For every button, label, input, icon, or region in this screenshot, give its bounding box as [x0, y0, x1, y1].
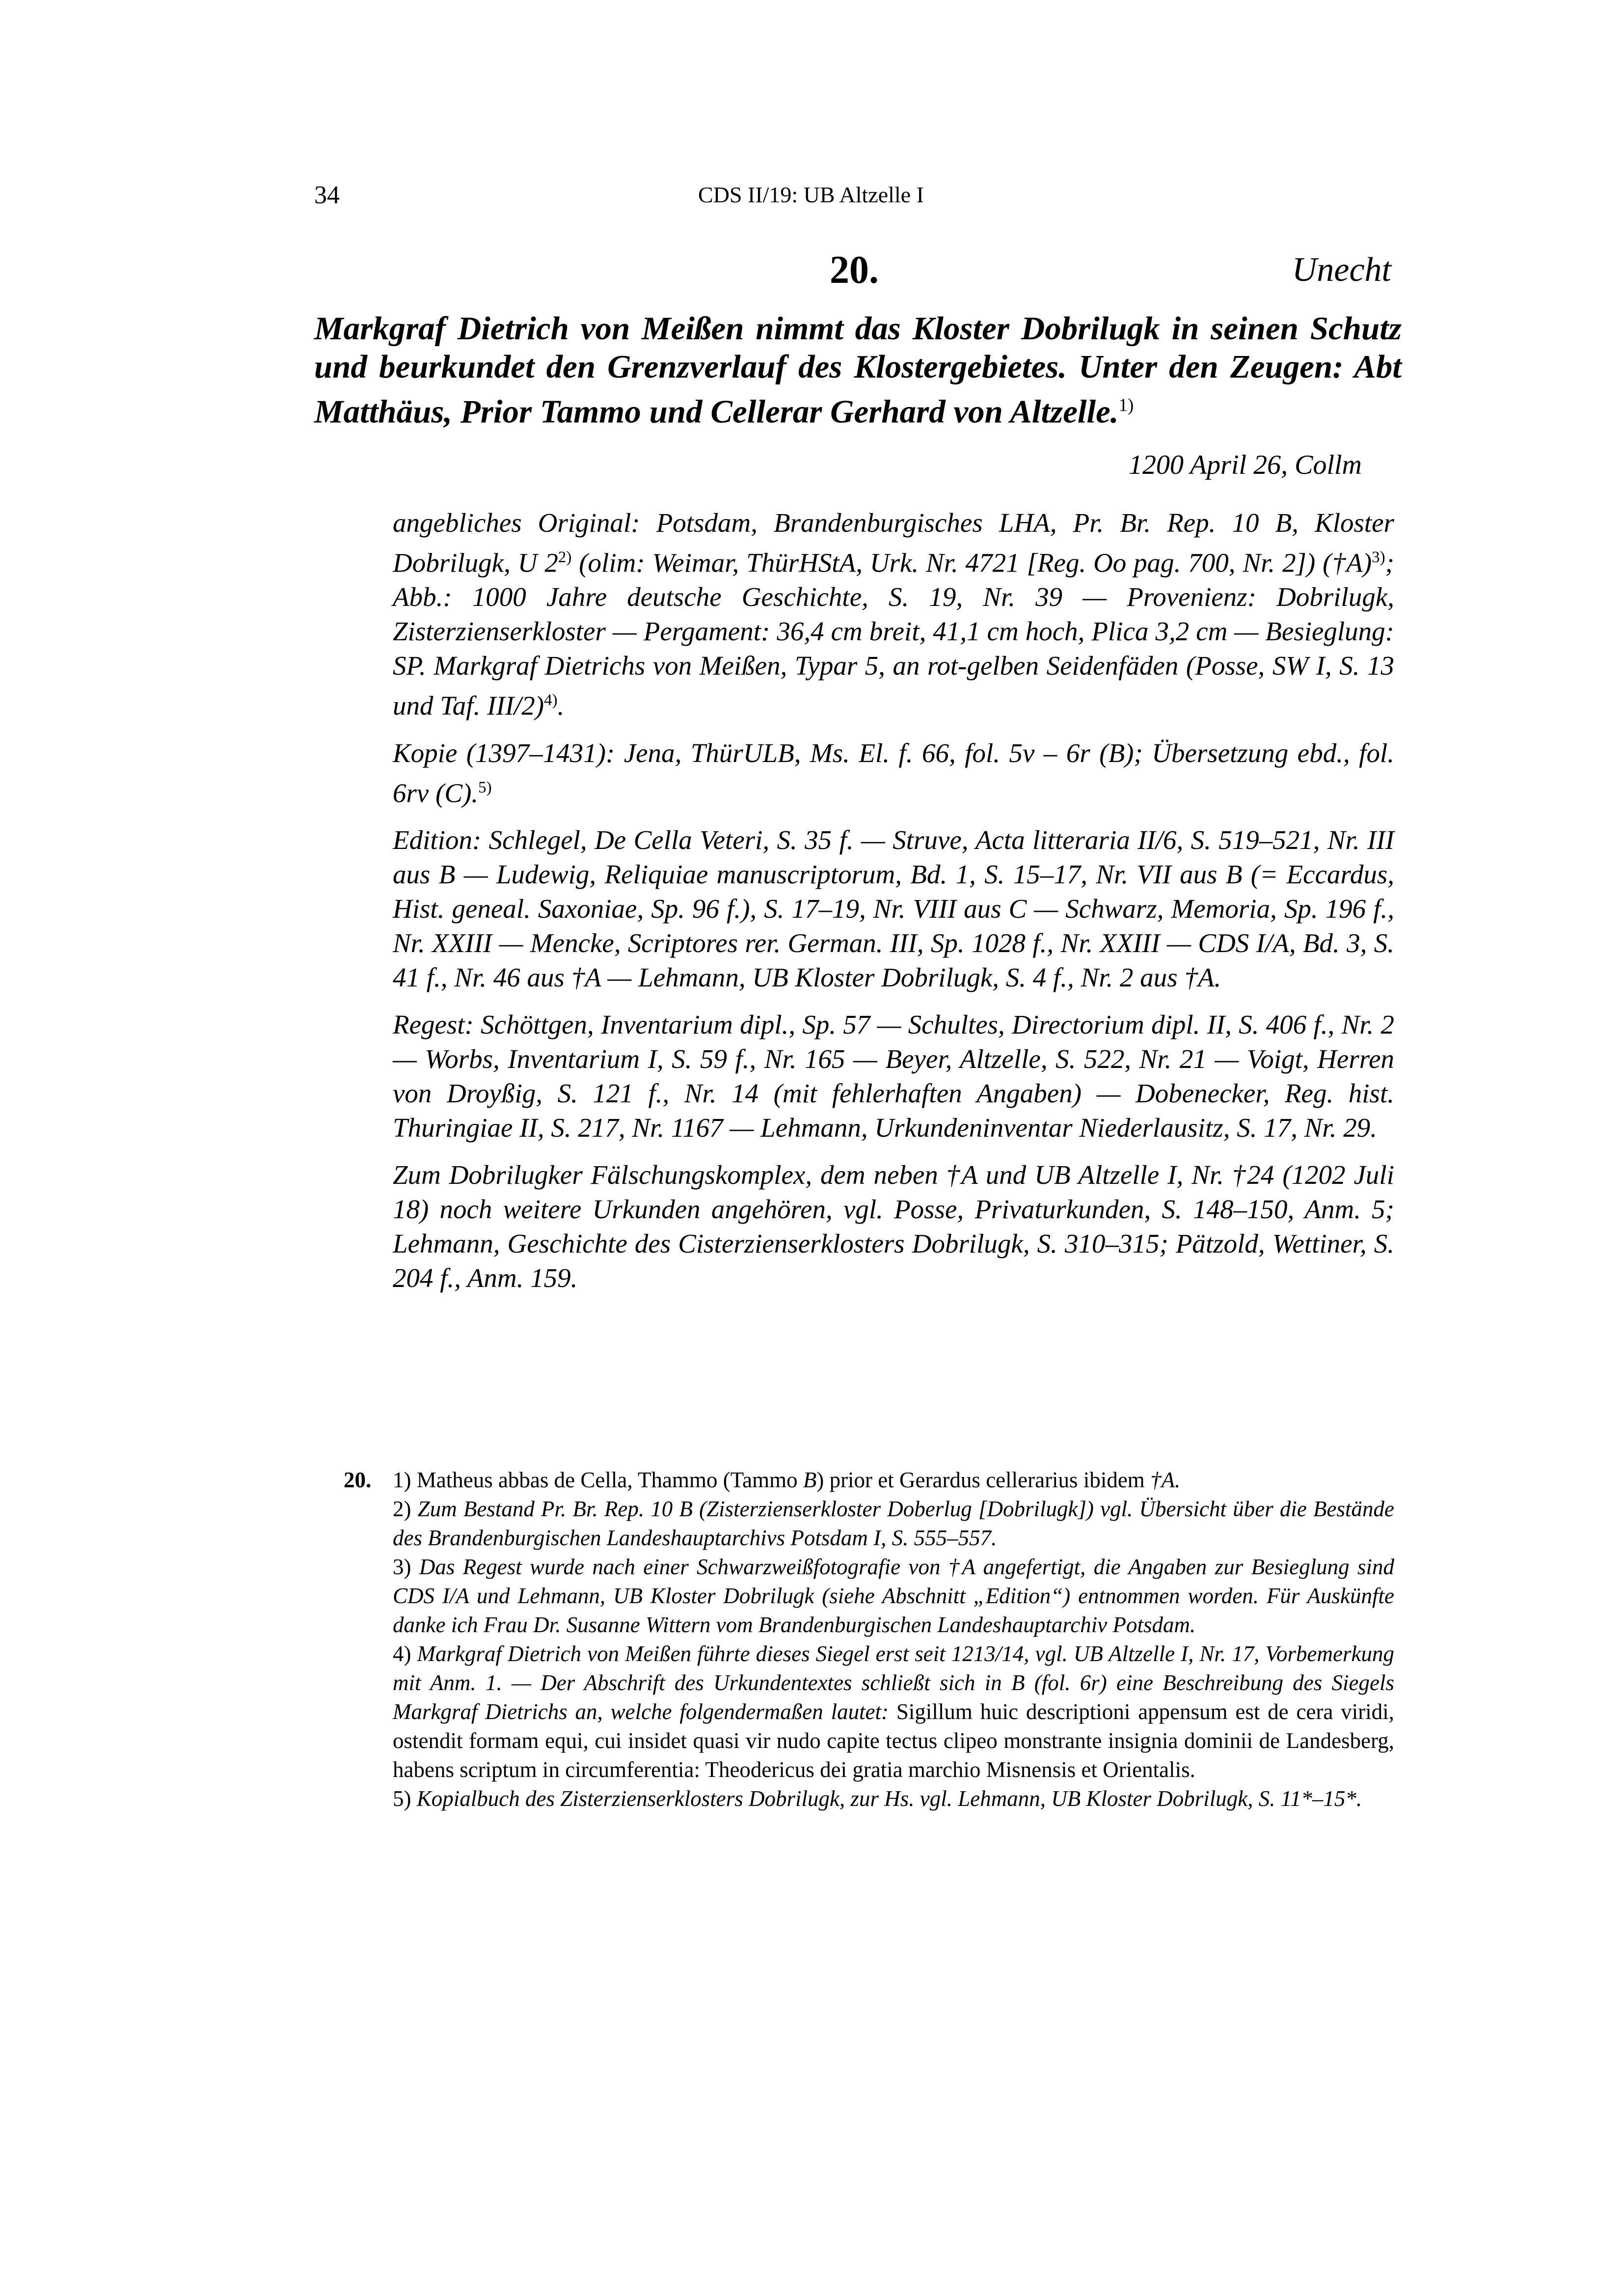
footnote-1	[393, 1466, 1394, 1495]
page-number: 34	[314, 181, 340, 209]
footnote-2-number: 2)	[393, 1497, 418, 1521]
footnote-ref-5: 5)	[478, 778, 492, 796]
footnote-ref-2: 2)	[558, 548, 572, 566]
footnotes-doc-ref: 20.	[344, 1468, 372, 1492]
footnote-ref-4: 4)	[544, 691, 558, 710]
footnote-5-number: 5)	[393, 1786, 417, 1811]
footnote-3-number: 3)	[393, 1555, 419, 1579]
source-entries	[393, 506, 1394, 1308]
title-footnote-ref: 1)	[1118, 395, 1134, 415]
entry-kopie-text: Kopie (1397–1431): Jena, ThürULB, Ms. El. f. 66, fol. 5v – 6r (B); Übersetzung ebd., fol. 6rv (C).	[393, 738, 1394, 808]
entry-original	[393, 506, 1394, 723]
footnote-4	[393, 1640, 1394, 1784]
footnote-1-text: 1) Matheus abbas de Cella, Thammo (Tammo	[393, 1468, 803, 1492]
entry-kopie	[393, 736, 1394, 810]
running-title: CDS II/19: UB Altzelle I	[698, 182, 924, 207]
date-place: 1200 April 26, Collm	[1128, 450, 1362, 480]
entry-original-text: .	[557, 690, 565, 721]
footnote-4-quote: Sigillum huic descriptioni appensum est de cera viridi, ostendit formam equi, cui insidet quasi vir nudo capite tectus clipeo monstrante insignia dominii de Landesberg, habens scriptum in circumferentia: Theodericus dei gratia marchio Misnensis et Orientalis.	[393, 1699, 1394, 1782]
title-text: Markgraf Dietrich von Meißen nimmt das Kloster Dobrilugk in seinen Schutz und beurkundet den Grenzverlauf des Klostergebietes. Unter den Zeugen: Abt Matthäus, Prior Tammo und Cellerar Gerhard von Altzelle.	[314, 310, 1402, 430]
footnote-2	[393, 1495, 1394, 1553]
entry-komplex: Zum Dobrilugker Fälschungskomplex, dem neben †A und UB Altzelle I, Nr. †24 (1202 Juli 18) noch weitere Urkunden angehören, vgl. Posse, Privaturkunden, S. 148–150, Anm. 5; Lehmann, Geschichte des Cisterzienserklosters Dobrilugk, S. 310–315; Pätzold, Wettiner, S. 204 f., Anm. 159.	[393, 1159, 1394, 1293]
footnote-3-text: Das Regest wurde nach einer Schwarzweißfotografie von †A angefertigt, die Angaben zur Besieglung sind CDS I/A und Lehmann, UB Kloster Dobrilugk (siehe Abschnitt „Edition“) entnommen worden. Für Auskünfte danke ich Frau Dr. Susanne Wittern vom Brandenburgischen Landeshauptarchiv Potsdam.	[393, 1555, 1394, 1637]
footnote-4-number: 4)	[393, 1641, 417, 1666]
footnote-ref-3: 3)	[1372, 548, 1385, 566]
entry-original-text: angebliches Original: Potsdam, Brandenburgisches LHA, Pr. Br. Rep. 10 B, Kloster Dobrilugk, U 2	[393, 508, 1394, 578]
entry-regest: Regest: Schöttgen, Inventarium dipl., Sp. 57 — Schultes, Directorium dipl. II, S. 406 f., Nr. 2 — Worbs, Inventarium I, S. 59 f., Nr. 165 — Beyer, Altzelle, S. 522, Nr. 21 — Voigt, Herren von Droyßig, S. 121 f., Nr. 14 (mit fehlerhaften Angaben) — Dobenecker, Reg. hist. Thuringiae II, S. 217, Nr. 1167 — Lehmann, Urkundeninventar Niederlausitz, S. 17, Nr. 29.	[393, 1009, 1394, 1143]
footnote-2-text: Zum Bestand Pr. Br. Rep. 10 B (Zisterzienserkloster Doberlug [Dobrilugk]) vgl. Übersicht über die Bestände des Brandenburgischen Landeshauptarchivs Potsdam I, S. 555–557.	[393, 1497, 1394, 1550]
footnote-4-text: Markgraf Dietrich von Meißen führte dieses Siegel erst seit 1213/14, vgl. UB Altzelle I, Nr. 17, Vorbemerkung mit Anm. 1. — Der Abschrift des Urkundentextes schließt sich in B (fol. 6r) eine Beschreibung des Siegels Markgraf Dietrichs an, welche folgendermaßen lautet:	[393, 1641, 1394, 1724]
document-number: 20.	[830, 248, 879, 292]
entry-original-text: ; Abb.: 1000 Jahre deutsche Geschichte, S. 19, Nr. 39 — Provenienz: Dobrilugk, Zisterzienserkloster — Pergament: 36,4 cm breit, 41,1 cm hoch, Plica 3,2 cm — Besieglung: SP. Markgraf Dietrichs von Meißen, Typar 5, an rot-gelben Seidenfäden (Posse, SW I, S. 13 und Taf. III/2)	[393, 547, 1394, 721]
footnote-5-text: Kopialbuch des Zisterzienserklosters Dobrilugk, zur Hs. vgl. Lehmann, UB Kloster Dobrilugk, S. 11*–15*.	[416, 1786, 1362, 1811]
footnote-5	[393, 1784, 1394, 1813]
entry-edition: Edition: Schlegel, De Cella Veteri, S. 35 f. — Struve, Acta litteraria II/6, S. 519–521, Nr. III aus B — Ludewig, Reliquiae manuscriptorum, Bd. 1, S. 15–17, Nr. VII aus B (= Eccardus, Hist. geneal. Saxoniae, Sp. 96 f.), S. 17–19, Nr. VIII aus C — Schwarz, Memoria, Sp. 196 f., Nr. XXIII — Mencke, Scriptores rer. German. III, Sp. 1028 f., Nr. XXIII — CDS I/A, Bd. 3, S. 41 f., Nr. 46 aus †A — Lehmann, UB Kloster Dobrilugk, S. 4 f., Nr. 2 aus †A.	[393, 824, 1394, 992]
document-status: Unecht	[1292, 251, 1391, 289]
footnote-1-text: B	[803, 1468, 817, 1492]
entry-original-text: (olim: Weimar, ThürHStA, Urk. Nr. 4721 [Reg. Oo pag. 700, Nr. 2]) (†A)	[571, 547, 1372, 578]
footnotes-body	[393, 1466, 1394, 1813]
footnote-1-text: †A.	[1150, 1468, 1181, 1492]
footnote-1-text: ) prior et Gerardus cellerarius ibidem	[816, 1468, 1151, 1492]
document-title	[314, 309, 1402, 431]
footnote-3	[393, 1553, 1394, 1640]
